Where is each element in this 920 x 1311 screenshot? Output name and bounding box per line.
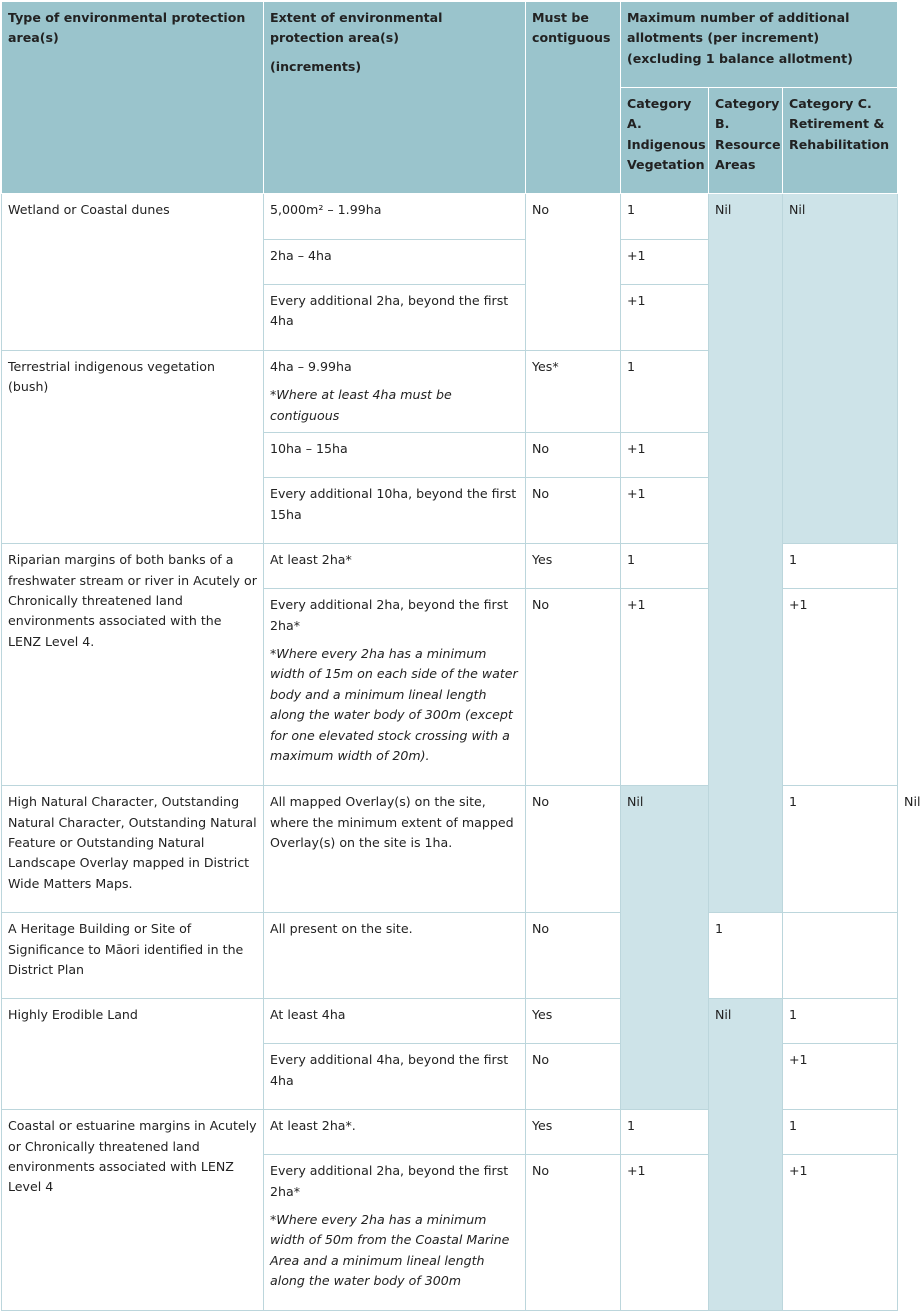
wetland-extent-3: Every additional 2ha, beyond the first 4ha bbox=[264, 285, 526, 351]
erodible-contiguous-1: Yes bbox=[526, 999, 621, 1044]
bush-type: Terrestrial indigenous vegetation (bush) bbox=[2, 351, 264, 544]
erodible-c-1: 1 bbox=[783, 999, 898, 1044]
coastal-contiguous-2: No bbox=[526, 1155, 621, 1311]
heritage-type: A Heritage Building or Site of Significance to Māori identified in the District Plan bbox=[2, 913, 264, 999]
coastal-type: Coastal or estuarine margins in Acutely or Chronically threatened land environments associated with LENZ Level 4 bbox=[2, 1110, 264, 1311]
riparian-type: Riparian margins of both banks of a freshwater stream or river in Acutely or Chronically threatened land environments associated with the LENZ Level 4. bbox=[2, 544, 264, 786]
wetland-to-riparian-b: Nil bbox=[709, 194, 783, 913]
riparian-extent-2 bbox=[264, 589, 526, 786]
header-contiguous: Must be contiguous bbox=[526, 2, 621, 194]
riparian-contiguous-1: Yes bbox=[526, 544, 621, 589]
natural-extent: All mapped Overlay(s) on the site, where the minimum extent of mapped Overlay(s) on the site is 1ha. bbox=[264, 786, 526, 913]
riparian-extent-2-note: *Where every 2ha has a minimum width of 15m on each side of the water body and a minimum lineal length along the water body of 300m (except for one elevated stock crossing with a maximum width of 20m). bbox=[270, 646, 518, 764]
header-extent bbox=[264, 2, 526, 194]
wetland-a-1: 1 bbox=[621, 194, 709, 240]
allotment-table: Type of environmental protection area(s) Extent of environmental protection area(s) (increments) Must be contiguous Maximum number of additional allotments (per increment) (excluding 1 balance allotment) Category A. Indigenous Vegetation Category B. Resource Areas Category C. Retirement & Rehabilitation Wetland or Coastal dunes 5,000m² – 1.99ha No 1 Nil Nil 2ha – 4ha +1 Every additional 2ha, beyond the first 4ha +1 Terrestrial indigenous vegetation (bush) 4ha – 9.99ha *Where at least 4ha must be contiguous Yes* 1 10ha – 15ha No +1 Every additional 10ha, beyond the first 15ha No +1 Riparian margins of both banks of a freshwater stream or river in Acutely or Chronically threatened land environments associated with the LENZ Level 4. At least 2ha* Yes 1 1 Every additional 2ha, beyond the first 2ha* *Where every 2ha has a minimum width of 15m on each side of the water body and a minimum lineal length along the water body of 300m (except for one elevated stock crossing with a maximum width of 20m). No +1 +1 High Natural Character, Outstanding Natural Character, Outstanding Natural Feature or Outstanding Natural Landscape Overlay mapped in District Wide Matters Maps. All mapped Overlay(s) on the site, where the minimum extent of mapped Overlay(s) on the site is 1ha. No Nil 1 Nil A Heritage Building or Site of Significance to Māori identified in the District Plan All present on the site. No 1 Highly Erodible Land At least 4ha Yes Nil 1 Every additional 4ha, beyond the first 4ha No +1 Coastal or estuarine margins in Acutely or Chronically threatened land environments associated with LENZ Level 4 At least 2ha*. Yes 1 1 Every additional 2ha, beyond the first 2ha* *Where every 2ha has a minimum width of 50m from the Coastal Marine Area and a minimum lineal length along the water body of 300m No +1 +1 bbox=[1, 1, 898, 1311]
heritage-extent: All present on the site. bbox=[264, 913, 526, 999]
erodible-c-2: +1 bbox=[783, 1044, 898, 1110]
bush-contiguous-2: No bbox=[526, 433, 621, 478]
header-category-c: Category C. Retirement & Rehabilitation bbox=[783, 88, 898, 194]
natural-b: 1 bbox=[783, 786, 898, 913]
bush-a-3: +1 bbox=[621, 478, 709, 544]
wetland-a-3: +1 bbox=[621, 285, 709, 351]
wetland-extent-2: 2ha – 4ha bbox=[264, 240, 526, 285]
wetland-extent-1: 5,000m² – 1.99ha bbox=[264, 194, 526, 240]
coastal-contiguous-1: Yes bbox=[526, 1110, 621, 1155]
wetland-bush-c: Nil bbox=[783, 194, 898, 544]
wetland-type: Wetland or Coastal dunes bbox=[2, 194, 264, 351]
header-max-allotments: Maximum number of additional allotments (per increment) (excluding 1 balance allotment) bbox=[621, 2, 898, 88]
heritage-contiguous: No bbox=[526, 913, 621, 999]
natural-to-erodible-a: Nil bbox=[621, 786, 709, 1110]
coastal-extent-2-note: *Where every 2ha has a minimum width of 50m from the Coastal Marine Area and a minimum lineal length along the water body of 300m bbox=[270, 1212, 510, 1289]
header-category-b: Category B. Resource Areas bbox=[709, 88, 783, 194]
riparian-extent-2-text: Every additional 2ha, beyond the first 2ha* bbox=[270, 597, 509, 633]
coastal-a-2: +1 bbox=[621, 1155, 709, 1311]
wetland-contiguous: No bbox=[526, 194, 621, 351]
header-extent-sub: (increments) bbox=[270, 58, 362, 74]
riparian-contiguous-2: No bbox=[526, 589, 621, 786]
natural-type: High Natural Character, Outstanding Natural Character, Outstanding Natural Feature or Outstanding Natural Landscape Overlay mapped in District Wide Matters Maps. bbox=[2, 786, 264, 913]
erodible-contiguous-2: No bbox=[526, 1044, 621, 1110]
riparian-c-1: 1 bbox=[783, 544, 898, 589]
bush-extent-1-note: *Where at least 4ha must be contiguous bbox=[270, 387, 452, 423]
header-category-a: Category A. Indigenous Vegetation bbox=[621, 88, 709, 194]
riparian-a-2: +1 bbox=[621, 589, 709, 786]
bush-extent-2: 10ha – 15ha bbox=[264, 433, 526, 478]
coastal-extent-2 bbox=[264, 1155, 526, 1311]
bush-contiguous-1: Yes* bbox=[526, 351, 621, 433]
erodible-extent-1: At least 4ha bbox=[264, 999, 526, 1044]
header-extent-label: Extent of environmental protection area(s) bbox=[270, 10, 443, 46]
coastal-a-1: 1 bbox=[621, 1110, 709, 1155]
coastal-c-1: 1 bbox=[783, 1110, 898, 1155]
coastal-extent-2-text: Every additional 2ha, beyond the first 2ha* bbox=[270, 1163, 509, 1199]
coastal-extent-1: At least 2ha*. bbox=[264, 1110, 526, 1155]
bush-a-2: +1 bbox=[621, 433, 709, 478]
header-type: Type of environmental protection area(s) bbox=[2, 2, 264, 194]
erodible-coastal-b: Nil bbox=[709, 999, 783, 1311]
wetland-a-2: +1 bbox=[621, 240, 709, 285]
bush-extent-1-text: 4ha – 9.99ha bbox=[270, 359, 352, 374]
natural-contiguous: No bbox=[526, 786, 621, 913]
riparian-c-2: +1 bbox=[783, 589, 898, 786]
heritage-b: 1 bbox=[709, 913, 783, 999]
riparian-a-1: 1 bbox=[621, 544, 709, 589]
coastal-c-2: +1 bbox=[783, 1155, 898, 1311]
bush-extent-3: Every additional 10ha, beyond the first 15ha bbox=[264, 478, 526, 544]
erodible-extent-2: Every additional 4ha, beyond the first 4ha bbox=[264, 1044, 526, 1110]
bush-contiguous-3: No bbox=[526, 478, 621, 544]
bush-a-1: 1 bbox=[621, 351, 709, 433]
riparian-extent-1: At least 2ha* bbox=[264, 544, 526, 589]
erodible-type: Highly Erodible Land bbox=[2, 999, 264, 1110]
bush-extent-1 bbox=[264, 351, 526, 433]
